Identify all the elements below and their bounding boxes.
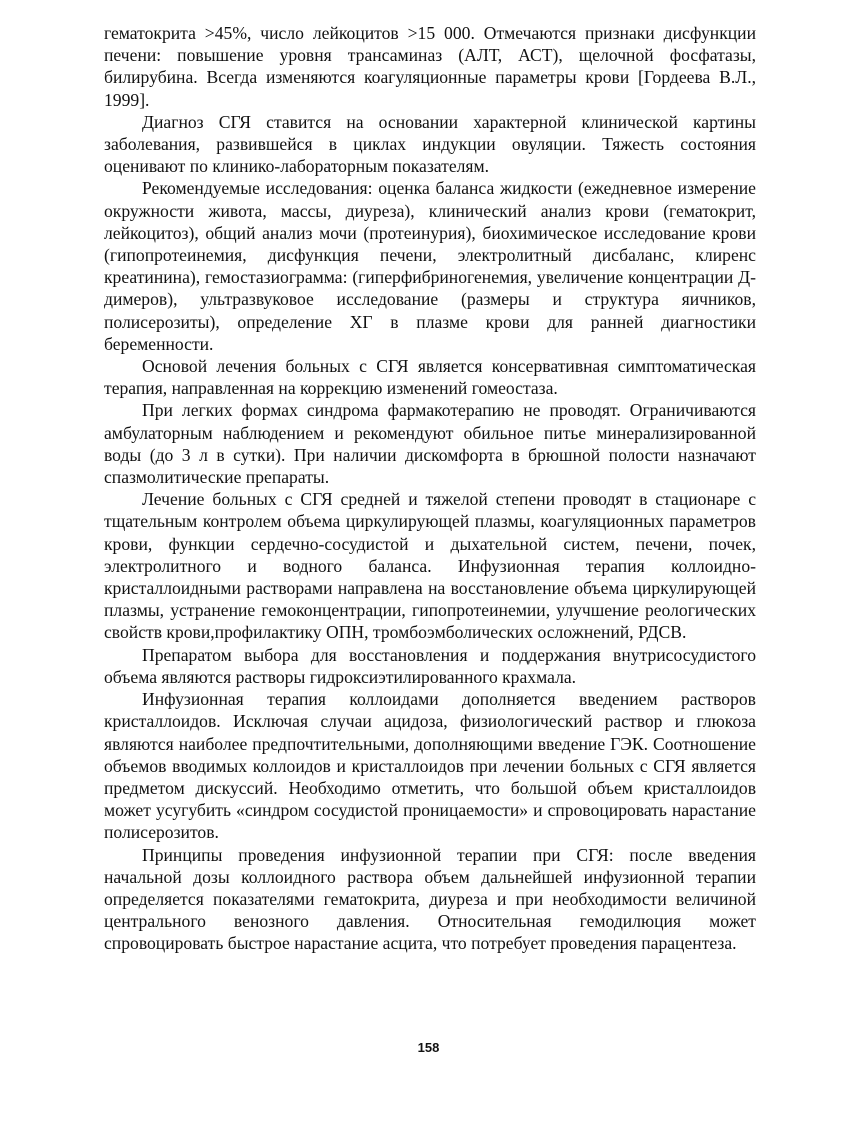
page-number: 158 xyxy=(417,1040,440,1055)
paragraph-continued: гематокрита >45%, число лейкоцитов >15 000. Отмечаются признаки дисфункции печени: повышение уровня трансаминаз (АЛТ, АСТ), щелочной фосфатазы, билирубина. Всегда изменяются коагуляционные параметры крови [Гордеева В.Л., 1999]. xyxy=(104,23,756,110)
paragraph-colloid-therapy: Инфузионная терапия коллоидами дополняется введением растворов кристаллоидов. Исключая случаи ацидоза, физиологический раствор и глюкоза являются наиболее предпочтительными, дополняющими введение ГЭК. Соотношение объемов вводимых коллоидов и кристаллоидов при лечении больных с СГЯ является предметом дискуссий. Необходимо отметить, что большой объем кристаллоидов может усугубить «синдром сосудистой проницаемости» и спровоцировать нарастание полисерозитов. xyxy=(104,689,756,843)
paragraph-infusion-principles: Принципы проведения инфузионной терапии при СГЯ: после введения начальной дозы коллоидного раствора объем дальнейшей инфузионной терапии определяется показателями гематокрита, диуреза и при необходимости величиной центрального венозного давления. Относительная гемодилюция может спровоцировать быстрое нарастание асцита, что потребует проведения парацентеза. xyxy=(104,844,756,954)
paragraph-drug-of-choice: Препаратом выбора для восстановления и поддержания внутрисосудистого объема являются растворы гидроксиэтилированного крахмала. xyxy=(104,644,756,687)
paragraph-diagnosis: Диагноз СГЯ ставится на основании характерной клинической картины заболевания, развившейся в циклах индукции овуляции. Тяжесть состояния оценивают по клинико-лабораторным показателям. xyxy=(104,111,756,177)
paragraph-severe-treatment: Лечение больных с СГЯ средней и тяжелой степени проводят в стационаре с тщательным контролем объема циркулирующей плазмы, коагуляционных параметров крови, функции сердечно-сосудистой и дыхательной систем, печени, почек, электролитного и водного баланса. Инфузионная терапия коллоидно-кристаллоидными растворами направлена на восстановление объема циркулирующей плазмы, устранение гемоконцентрации, гипопротеинемии, улучшение реологических свойств крови,профилактику ОПН, тромбоэмболических осложнений, РДСВ. xyxy=(104,489,756,643)
paragraph-recommended-tests: Рекомендуемые исследования: оценка баланса жидкости (ежедневное измерение окружности живота, массы, диуреза), клинический анализ крови (гематокрит, лейкоцитоз), общий анализ мочи (протеинурия), биохимическое исследование крови (гипопротеинемия, дисфункция печени, электролитный дисбаланс, клиренс креатинина), гемостазиограмма: (гиперфибриногенемия, увеличение концентрации Д-димеров), ультразвуковое исследование (размеры и структура яичников, полисерозиты), определение ХГ в плазме крови для ранней диагностики беременности. xyxy=(104,178,756,354)
body-text xyxy=(104,22,756,955)
paragraph-treatment-basis: Основой лечения больных с СГЯ является консервативная симптоматическая терапия, направленная на коррекцию изменений гомеостаза. xyxy=(104,356,756,399)
paragraph-mild-forms: При легких формах синдрома фармакотерапию не проводят. Ограничиваются амбулаторным наблюдением и рекомендуют обильное питье минерализированной воды (до 3 л в сутки). При наличии дискомфорта в брюшной полости назначают спазмолитические препараты. xyxy=(104,400,756,488)
